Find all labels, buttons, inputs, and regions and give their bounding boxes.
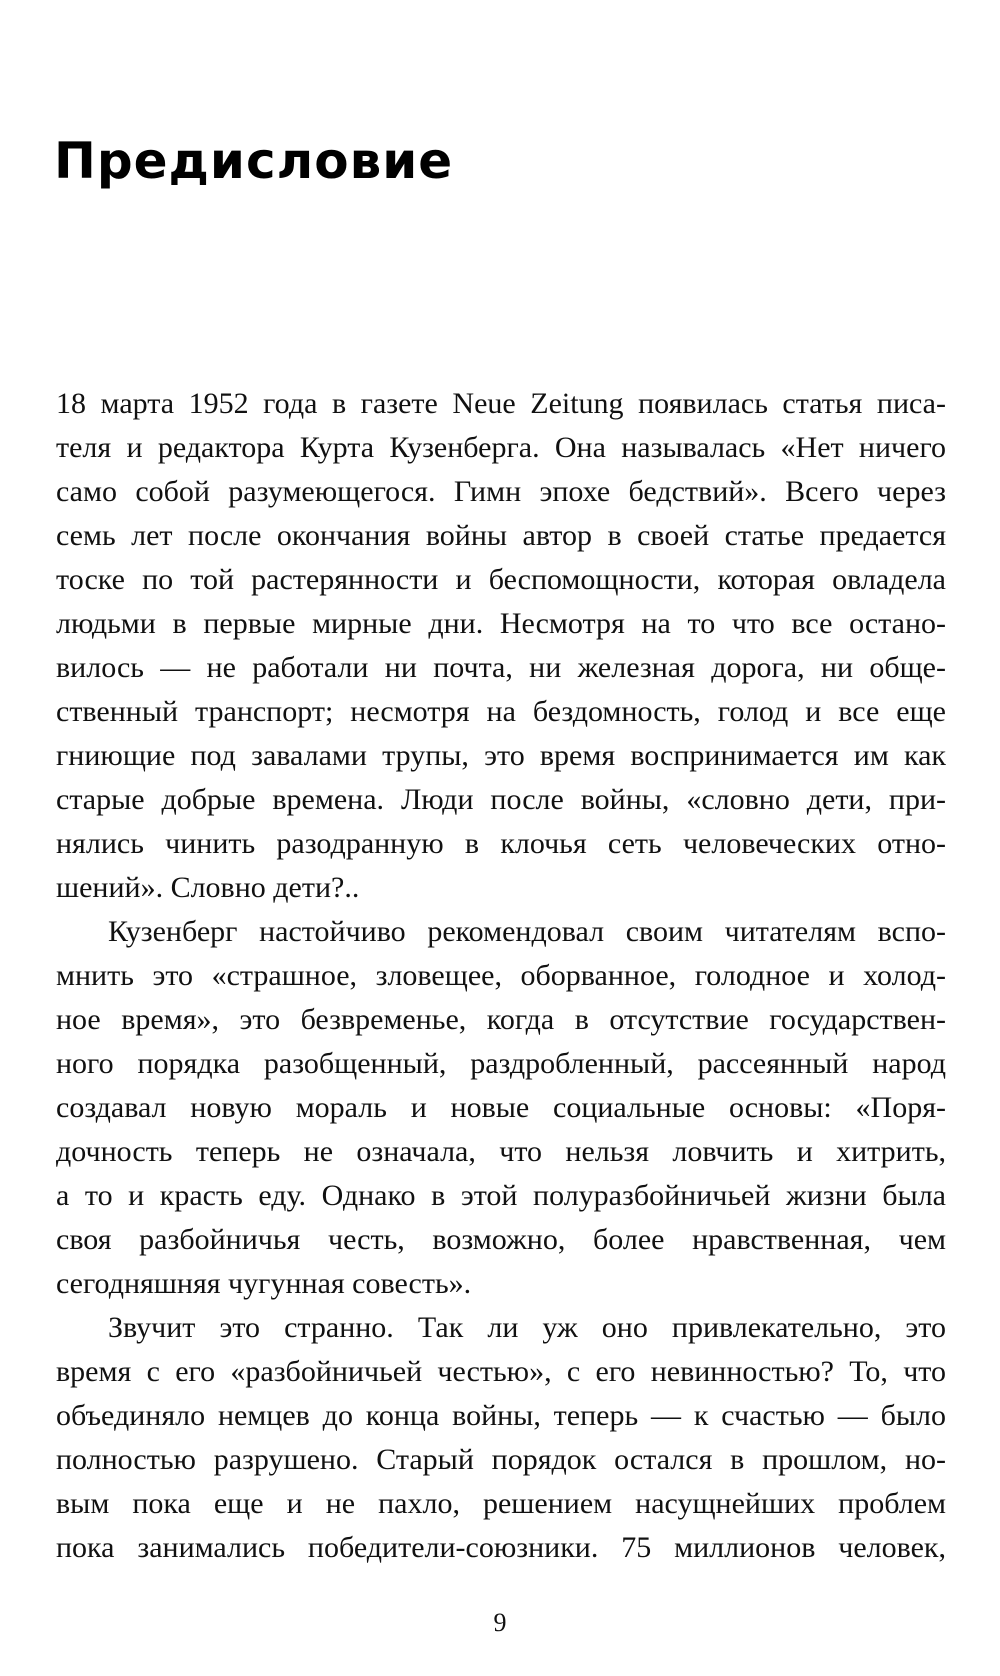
text-line: дочность теперь не означала, что нельзя ловчить и хитрить, [56, 1135, 946, 1168]
text-line: полностью разрушено. Старый порядок остался в прошлом, но- [56, 1443, 946, 1476]
text-line: шений». Словно дети?.. [56, 871, 360, 904]
text-line: пока занимались победители-союзники. 75 миллионов человек, [56, 1531, 946, 1564]
text-line: нялись чинить разодранную в клочья сеть человеческих отно- [56, 827, 946, 860]
body-text [56, 382, 946, 1570]
text-line: тоске по той растерянности и беспомощности, которая овладела [56, 563, 946, 596]
page-number: 9 [493, 1608, 507, 1637]
text-line: теля и редактора Курта Кузенберга. Она называлась «Нет ничего [56, 431, 946, 464]
text-line: сегодняшняя чугунная совесть». [56, 1267, 472, 1300]
text-line: время с его «разбойничьей честью», с его невинностью? То, что [56, 1355, 946, 1388]
chapter-title: Предисловие [54, 132, 454, 190]
text-line: своя разбойничья честь, возможно, более нравственная, чем [56, 1223, 946, 1256]
text-line: ственный транспорт; несмотря на бездомность, голод и все еще [56, 695, 946, 728]
text-line: вым пока еще и не пахло, решением насущнейших проблем [56, 1487, 946, 1520]
text-line: ного порядка разобщенный, раздробленный, рассеянный народ [56, 1047, 946, 1080]
text-line: вилось — не работали ни почта, ни железная дорога, ни обще- [56, 651, 946, 684]
text-line: семь лет после окончания войны автор в своей статье предается [56, 519, 946, 552]
text-line: мнить это «страшное, зловещее, оборванное, голодное и холод- [56, 959, 946, 992]
text-line: людьми в первые мирные дни. Несмотря на то что все остано- [56, 607, 946, 640]
text-line: гниющие под завалами трупы, это время воспринимается им как [56, 739, 946, 772]
text-line: создавал новую мораль и новые социальные основы: «Поря- [56, 1091, 946, 1124]
text-line: Кузенберг настойчиво рекомендовал своим читателям вспо- [108, 915, 946, 948]
text-line: объединяло немцев до конца войны, теперь — к счастью — было [56, 1399, 946, 1432]
text-line: само собой разумеющегося. Гимн эпохе бедствий». Всего через [56, 475, 946, 508]
text-line: старые добрые времена. Люди после войны, «словно дети, при- [56, 783, 946, 816]
text-line: а то и красть еду. Однако в этой полуразбойничьей жизни была [56, 1179, 946, 1212]
text-line: 18 марта 1952 года в газете Neue Zeitung появилась статья писа- [56, 387, 946, 420]
text-line: Звучит это странно. Так ли уж оно привлекательно, это [108, 1311, 946, 1344]
text-line: ное время», это безвременье, когда в отсутствие государствен- [56, 1003, 946, 1036]
